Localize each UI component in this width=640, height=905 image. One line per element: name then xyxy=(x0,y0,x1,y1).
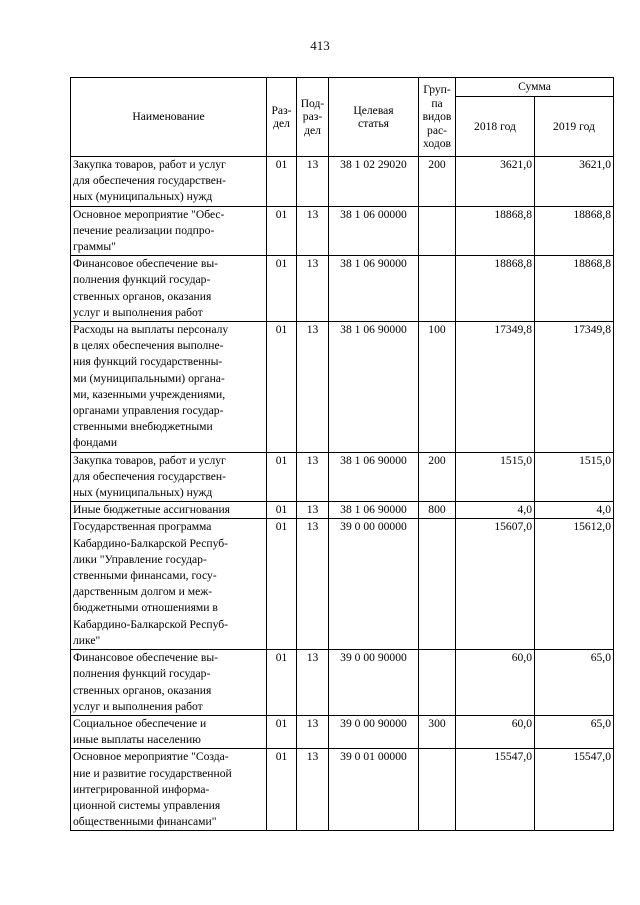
row-target-article xyxy=(329,322,419,453)
row-sum-2019 xyxy=(535,715,614,748)
table-row xyxy=(71,206,614,256)
row-razdel xyxy=(267,322,297,453)
row-sum-2019 xyxy=(535,650,614,716)
row-sum-2019-text: 18868,8 xyxy=(573,257,611,271)
row-sum-2019 xyxy=(535,502,614,519)
row-target-article xyxy=(329,650,419,716)
row-razdel-text: 01 xyxy=(275,323,288,337)
row-target-article-text: 39 0 00 00000 xyxy=(340,520,407,534)
row-name xyxy=(71,322,267,453)
row-sum-2018 xyxy=(456,650,535,716)
row-razdel xyxy=(267,206,297,256)
row-target-article xyxy=(329,206,419,256)
row-podrazdel xyxy=(297,206,329,256)
row-name xyxy=(71,502,267,519)
row-sum-2018-text: 17349,8 xyxy=(494,323,532,337)
header-expense-group xyxy=(419,78,456,157)
row-razdel xyxy=(267,502,297,519)
row-name-text: Расходы на выплаты персоналу в целях обеспечения выполне- ния функций государственны- ми (муниципальными) органа- ми, казенными учреждениями, органами управления государ- ственными внебюджетными фондами xyxy=(73,323,229,450)
row-razdel-text: 01 xyxy=(275,716,288,730)
row-razdel xyxy=(267,157,297,207)
row-podrazdel xyxy=(297,157,329,207)
row-razdel-text: 01 xyxy=(275,207,288,221)
row-razdel-text: 01 xyxy=(275,750,288,764)
row-expense-group xyxy=(419,452,456,502)
row-podrazdel xyxy=(297,256,329,322)
row-expense-group-text: 200 xyxy=(428,453,446,467)
row-sum-2018 xyxy=(456,519,535,650)
row-sum-2019 xyxy=(535,519,614,650)
row-razdel-text: 01 xyxy=(275,453,288,467)
table-row xyxy=(71,715,614,748)
row-sum-2019-text: 65,0 xyxy=(590,651,611,665)
row-expense-group xyxy=(419,157,456,207)
row-sum-2018-text: 15607,0 xyxy=(494,520,532,534)
row-sum-2018 xyxy=(456,206,535,256)
row-expense-group xyxy=(419,749,456,831)
row-name xyxy=(71,650,267,716)
row-sum-2018-text: 1515,0 xyxy=(500,453,532,467)
row-target-article-text: 38 1 06 90000 xyxy=(340,503,407,517)
row-target-article-text: 39 0 01 00000 xyxy=(340,750,407,764)
row-razdel-text: 01 xyxy=(275,503,288,517)
header-podrazdel xyxy=(297,78,329,157)
row-podrazdel xyxy=(297,452,329,502)
row-sum-2018 xyxy=(456,452,535,502)
row-razdel xyxy=(267,452,297,502)
row-name-text: Основное мероприятие "Обес- печение реализации подпро- граммы" xyxy=(73,207,225,254)
row-sum-2019-text: 15547,0 xyxy=(573,750,611,764)
row-name-text: Закупка товаров, работ и услуг для обеспечения государствен- ных (муниципальных) нужд xyxy=(73,158,226,204)
header-podrazdel-text: Под- раз- дел xyxy=(300,96,325,137)
header-group-text: Груп- па видов рас- ходов xyxy=(422,83,452,151)
row-razdel xyxy=(267,650,297,716)
row-sum-2018-text: 18868,8 xyxy=(494,257,532,271)
row-target-article-text: 38 1 06 90000 xyxy=(340,323,407,337)
header-sum: Сумма xyxy=(456,78,614,97)
row-razdel xyxy=(267,256,297,322)
row-name-text: Финансовое обеспечение вы- полнения функций государ- ственных органов, оказания услуг и выполнения работ xyxy=(73,257,218,319)
header-target-text: Целевая статья xyxy=(353,103,394,130)
row-podrazdel-text: 13 xyxy=(306,503,319,517)
row-name-text: Основное мероприятие "Созда- ние и развитие государственной интегрированной информа- ционной системы управления общественными финансами" xyxy=(73,750,232,829)
table-row xyxy=(71,502,614,519)
row-podrazdel xyxy=(297,749,329,831)
row-expense-group xyxy=(419,650,456,716)
table-row xyxy=(71,650,614,716)
row-target-article xyxy=(329,502,419,519)
row-target-article xyxy=(329,452,419,502)
row-sum-2018-text: 18868,8 xyxy=(494,207,532,221)
row-expense-group xyxy=(419,256,456,322)
row-sum-2018-text: 4,0 xyxy=(517,503,532,517)
row-name xyxy=(71,452,267,502)
row-expense-group xyxy=(419,519,456,650)
row-sum-2019 xyxy=(535,157,614,207)
row-sum-2019 xyxy=(535,749,614,831)
row-sum-2018 xyxy=(456,157,535,207)
row-razdel-text: 01 xyxy=(275,257,288,271)
row-name-text: Социальное обеспечение и иные выплаты населению xyxy=(73,716,207,747)
row-podrazdel-text: 13 xyxy=(306,207,319,221)
row-sum-2018-text: 3621,0 xyxy=(500,158,532,171)
row-sum-2019-text: 18868,8 xyxy=(573,207,611,221)
row-sum-2018-text: 60,0 xyxy=(511,716,532,730)
row-podrazdel xyxy=(297,502,329,519)
row-expense-group xyxy=(419,502,456,519)
row-expense-group-text: 800 xyxy=(428,503,446,517)
row-razdel-text: 01 xyxy=(275,651,288,665)
row-podrazdel-text: 13 xyxy=(306,323,319,337)
row-target-article xyxy=(329,749,419,831)
row-razdel-text: 01 xyxy=(275,520,288,534)
row-podrazdel xyxy=(297,322,329,453)
table-body xyxy=(71,157,614,831)
row-name xyxy=(71,256,267,322)
row-name-text: Государственная программа Кабардино-Балкарской Респуб- лики "Управление государ- ственными финансами, госу- дарственным долгом и меж- бюджетными отношениями в Кабардино-Балкарской Респуб- лике" xyxy=(73,520,229,647)
row-sum-2019-text: 65,0 xyxy=(590,716,611,730)
row-sum-2018 xyxy=(456,322,535,453)
row-sum-2019 xyxy=(535,256,614,322)
row-target-article-text: 38 1 06 90000 xyxy=(340,453,407,467)
budget-table xyxy=(70,77,614,831)
row-target-article-text: 38 1 06 00000 xyxy=(340,207,407,221)
row-name xyxy=(71,206,267,256)
row-target-article xyxy=(329,256,419,322)
row-podrazdel xyxy=(297,519,329,650)
row-name xyxy=(71,749,267,831)
header-target-article xyxy=(329,78,419,157)
row-razdel xyxy=(267,519,297,650)
header-razdel-text: Раз- дел xyxy=(271,103,292,130)
row-expense-group xyxy=(419,322,456,453)
row-razdel-text: 01 xyxy=(275,158,288,171)
row-name xyxy=(71,715,267,748)
row-expense-group xyxy=(419,206,456,256)
row-sum-2019 xyxy=(535,322,614,453)
table-row xyxy=(71,256,614,322)
row-expense-group-text: 200 xyxy=(428,158,446,171)
row-sum-2018-text: 60,0 xyxy=(511,651,532,665)
table-row xyxy=(71,452,614,502)
row-target-article xyxy=(329,157,419,207)
row-name xyxy=(71,519,267,650)
row-sum-2019 xyxy=(535,206,614,256)
row-podrazdel-text: 13 xyxy=(306,453,319,467)
table-row xyxy=(71,749,614,831)
row-name-text: Закупка товаров, работ и услуг для обеспечения государствен- ных (муниципальных) нужд xyxy=(73,453,226,500)
table-row xyxy=(71,322,614,453)
row-sum-2019-text: 1515,0 xyxy=(579,453,611,467)
row-target-article-text: 38 1 02 29020 xyxy=(340,158,407,171)
header-razdel xyxy=(267,78,297,157)
row-podrazdel-text: 13 xyxy=(306,257,319,271)
row-podrazdel-text: 13 xyxy=(306,520,319,534)
header-name: Наименование xyxy=(71,78,267,157)
row-target-article-text: 39 0 00 90000 xyxy=(340,651,407,665)
row-target-article-text: 38 1 06 90000 xyxy=(340,257,407,271)
row-sum-2019-text: 15612,0 xyxy=(573,520,611,534)
row-podrazdel xyxy=(297,715,329,748)
row-podrazdel xyxy=(297,650,329,716)
row-razdel xyxy=(267,715,297,748)
table-row xyxy=(71,157,614,207)
row-expense-group-text: 300 xyxy=(428,716,446,730)
row-razdel xyxy=(267,749,297,831)
row-name-text: Финансовое обеспечение вы- полнения функций государ- ственных органов, оказания услуг и выполнения работ xyxy=(73,651,218,713)
row-sum-2019-text: 17349,8 xyxy=(573,323,611,337)
row-sum-2018 xyxy=(456,256,535,322)
row-sum-2018-text: 15547,0 xyxy=(494,750,532,764)
row-sum-2019-text: 3621,0 xyxy=(579,158,611,171)
header-year-2019: 2019 год xyxy=(535,97,614,157)
row-expense-group-text: 100 xyxy=(428,323,446,337)
header-year-2018: 2018 год xyxy=(456,97,535,157)
row-podrazdel-text: 13 xyxy=(306,158,319,171)
row-podrazdel-text: 13 xyxy=(306,750,319,764)
row-target-article xyxy=(329,519,419,650)
row-podrazdel-text: 13 xyxy=(306,716,319,730)
row-sum-2018 xyxy=(456,502,535,519)
row-expense-group xyxy=(419,715,456,748)
table-row xyxy=(71,519,614,650)
row-target-article-text: 39 0 00 90000 xyxy=(340,716,407,730)
row-name-text: Иные бюджетные ассигнования xyxy=(73,503,230,517)
row-name xyxy=(71,157,267,207)
row-target-article xyxy=(329,715,419,748)
row-podrazdel-text: 13 xyxy=(306,651,319,665)
row-sum-2018 xyxy=(456,749,535,831)
page-number: 413 xyxy=(310,38,330,53)
row-sum-2019-text: 4,0 xyxy=(596,503,611,517)
row-sum-2019 xyxy=(535,452,614,502)
row-sum-2018 xyxy=(456,715,535,748)
